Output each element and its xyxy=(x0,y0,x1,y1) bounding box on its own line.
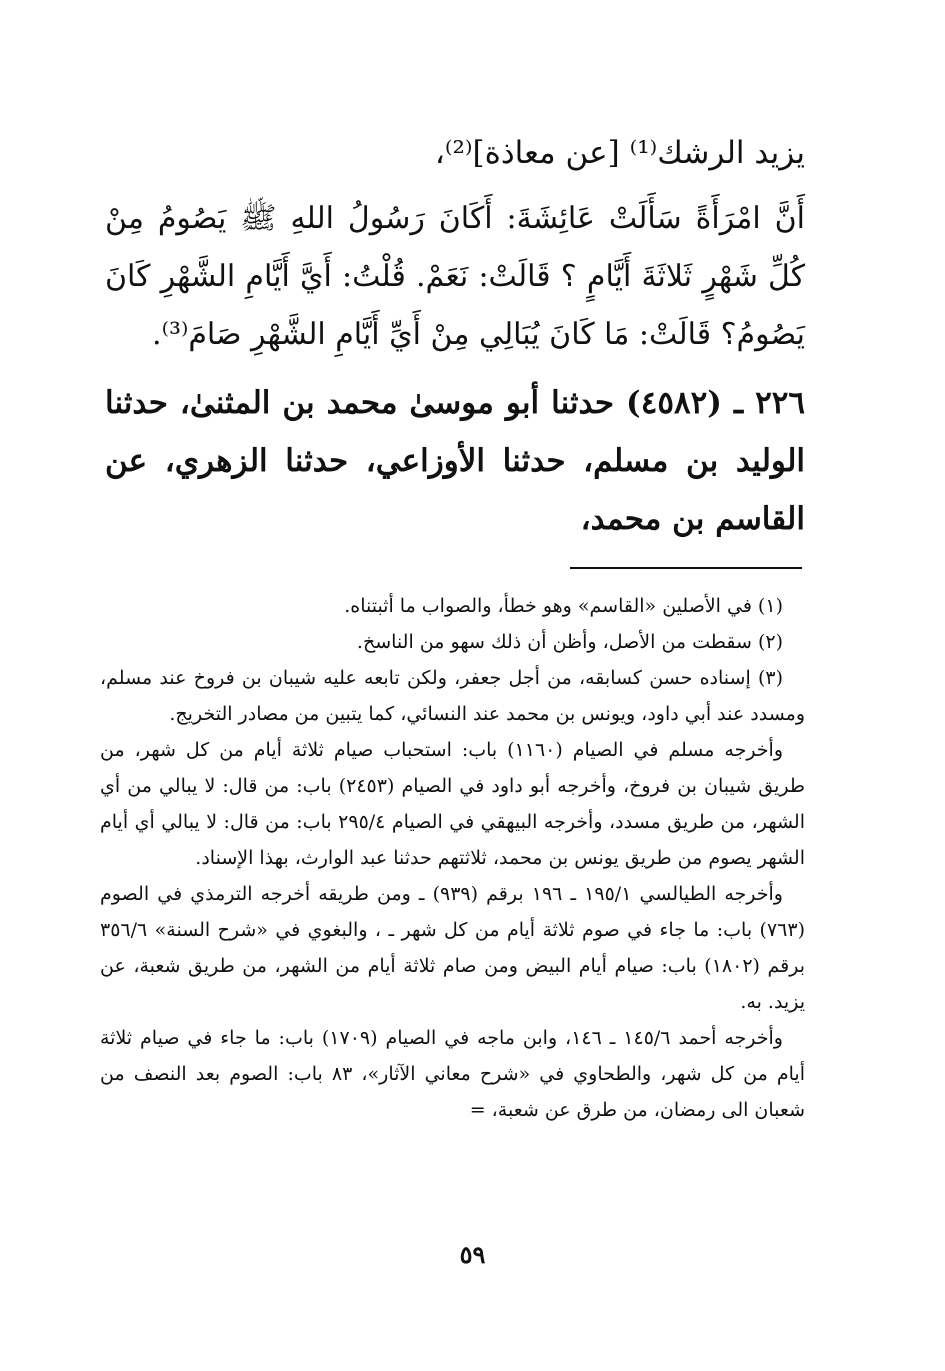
page-number: ٥٩ xyxy=(459,1240,486,1269)
footnote-muslim: وأخرجه مسلم في الصيام (١١٦٠) باب: استحباب صيام ثلاثة أيام من كل شهر، من طريق شيبان بن فروخ، وأخرجه أبو داود في الصيام (٢٤٥٣) باب: من قال: لا يبالي من أي الشهر، من طريق مسدد، وأخرجه البيهقي في الصيام ٢٩٥/٤ باب: من قال: لا يبالي أي أيام الشهر يصوم من طريق يونس بن محمد، ثلاثتهم حدثنا عبد الوارث، بهذا الإسناد. xyxy=(100,739,805,869)
footnote-2: (٢) سقطت من الأصل، وأظن أن ذلك سهو من الناسخ. xyxy=(356,631,783,653)
footnote-separator xyxy=(570,567,802,569)
footnote-tayalisi: وأخرجه الطيالسي ١٩٥/١ ـ ١٩٦ برقم (٩٣٩) ـ ومن طريقه أخرجه الترمذي في الصوم (٧٦٣) باب: ما جاء في صوم ثلاثة أيام من كل شهر ـ ، والبغوي في «شرح السنة» ٣٥٦/٦ برقم (١٨٠٢) باب: صيام أيام البيض ومن صام ثلاثة أيام من الشهر، من طريق شعبة، عن يزيد. به. xyxy=(100,883,805,1013)
footnotes xyxy=(100,588,805,1128)
footnote-3: (٣) إسناده حسن كسابقه، من أجل جعفر، ولكن تابعه عليه شيبان بن فروخ عند مسلم، ومسدد عند أبي داود، ويونس بن محمد عند النسائي، كما يتبين من مصادر التخريج. xyxy=(100,667,805,725)
hadith-number: ٢٢٦ ـ (٤٥٨٢) xyxy=(626,385,806,421)
intro-line: يزيد الرشك⁽¹⁾ [عن معاذة]⁽²⁾، xyxy=(434,135,805,171)
main-text xyxy=(105,124,805,548)
chain-paragraph xyxy=(105,374,805,548)
hadith-text: أَنَّ امْرَأَةً سَأَلَتْ عَائِشَةَ: أَكَانَ رَسُولُ اللهِ ﷺ يَصُومُ مِنْ كُلِّ شَهْرٍ ثَلاثَةَ أَيَّامٍ ؟ قَالَتْ: نَعَمْ. قُلْتُ: أَيَّ أَيَّامِ الشَّهْرِ كَانَ يَصُومُ؟ قَالَتْ: مَا كَانَ يُبَالِي مِنْ أَيِّ أَيَّامِ الشَّهْرِ صَامَ⁽³⁾. xyxy=(105,201,805,352)
footnote-ahmad: وأخرجه أحمد ١٤٥/٦ ـ ١٤٦، وابن ماجه في الصيام (١٧٠٩) باب: ما جاء في صيام ثلاثة أيام من كل شهر، والطحاوي في «شرح معاني الآثار»، ٨٣ باب: الصوم بعد النصف من شعبان الى رمضان، من طرق عن شعبة، = xyxy=(100,1027,806,1121)
chain-text: حدثنا أبو موسىٰ محمد بن المثنىٰ، حدثنا الوليد بن مسلم، حدثنا الأوزاعي، حدثنا الزهري، عن القاسم بن محمد، xyxy=(105,385,805,537)
footnote-1: (١) في الأصلين «القاسم» وهو خطأ، والصواب ما أثبتناه. xyxy=(344,595,783,617)
